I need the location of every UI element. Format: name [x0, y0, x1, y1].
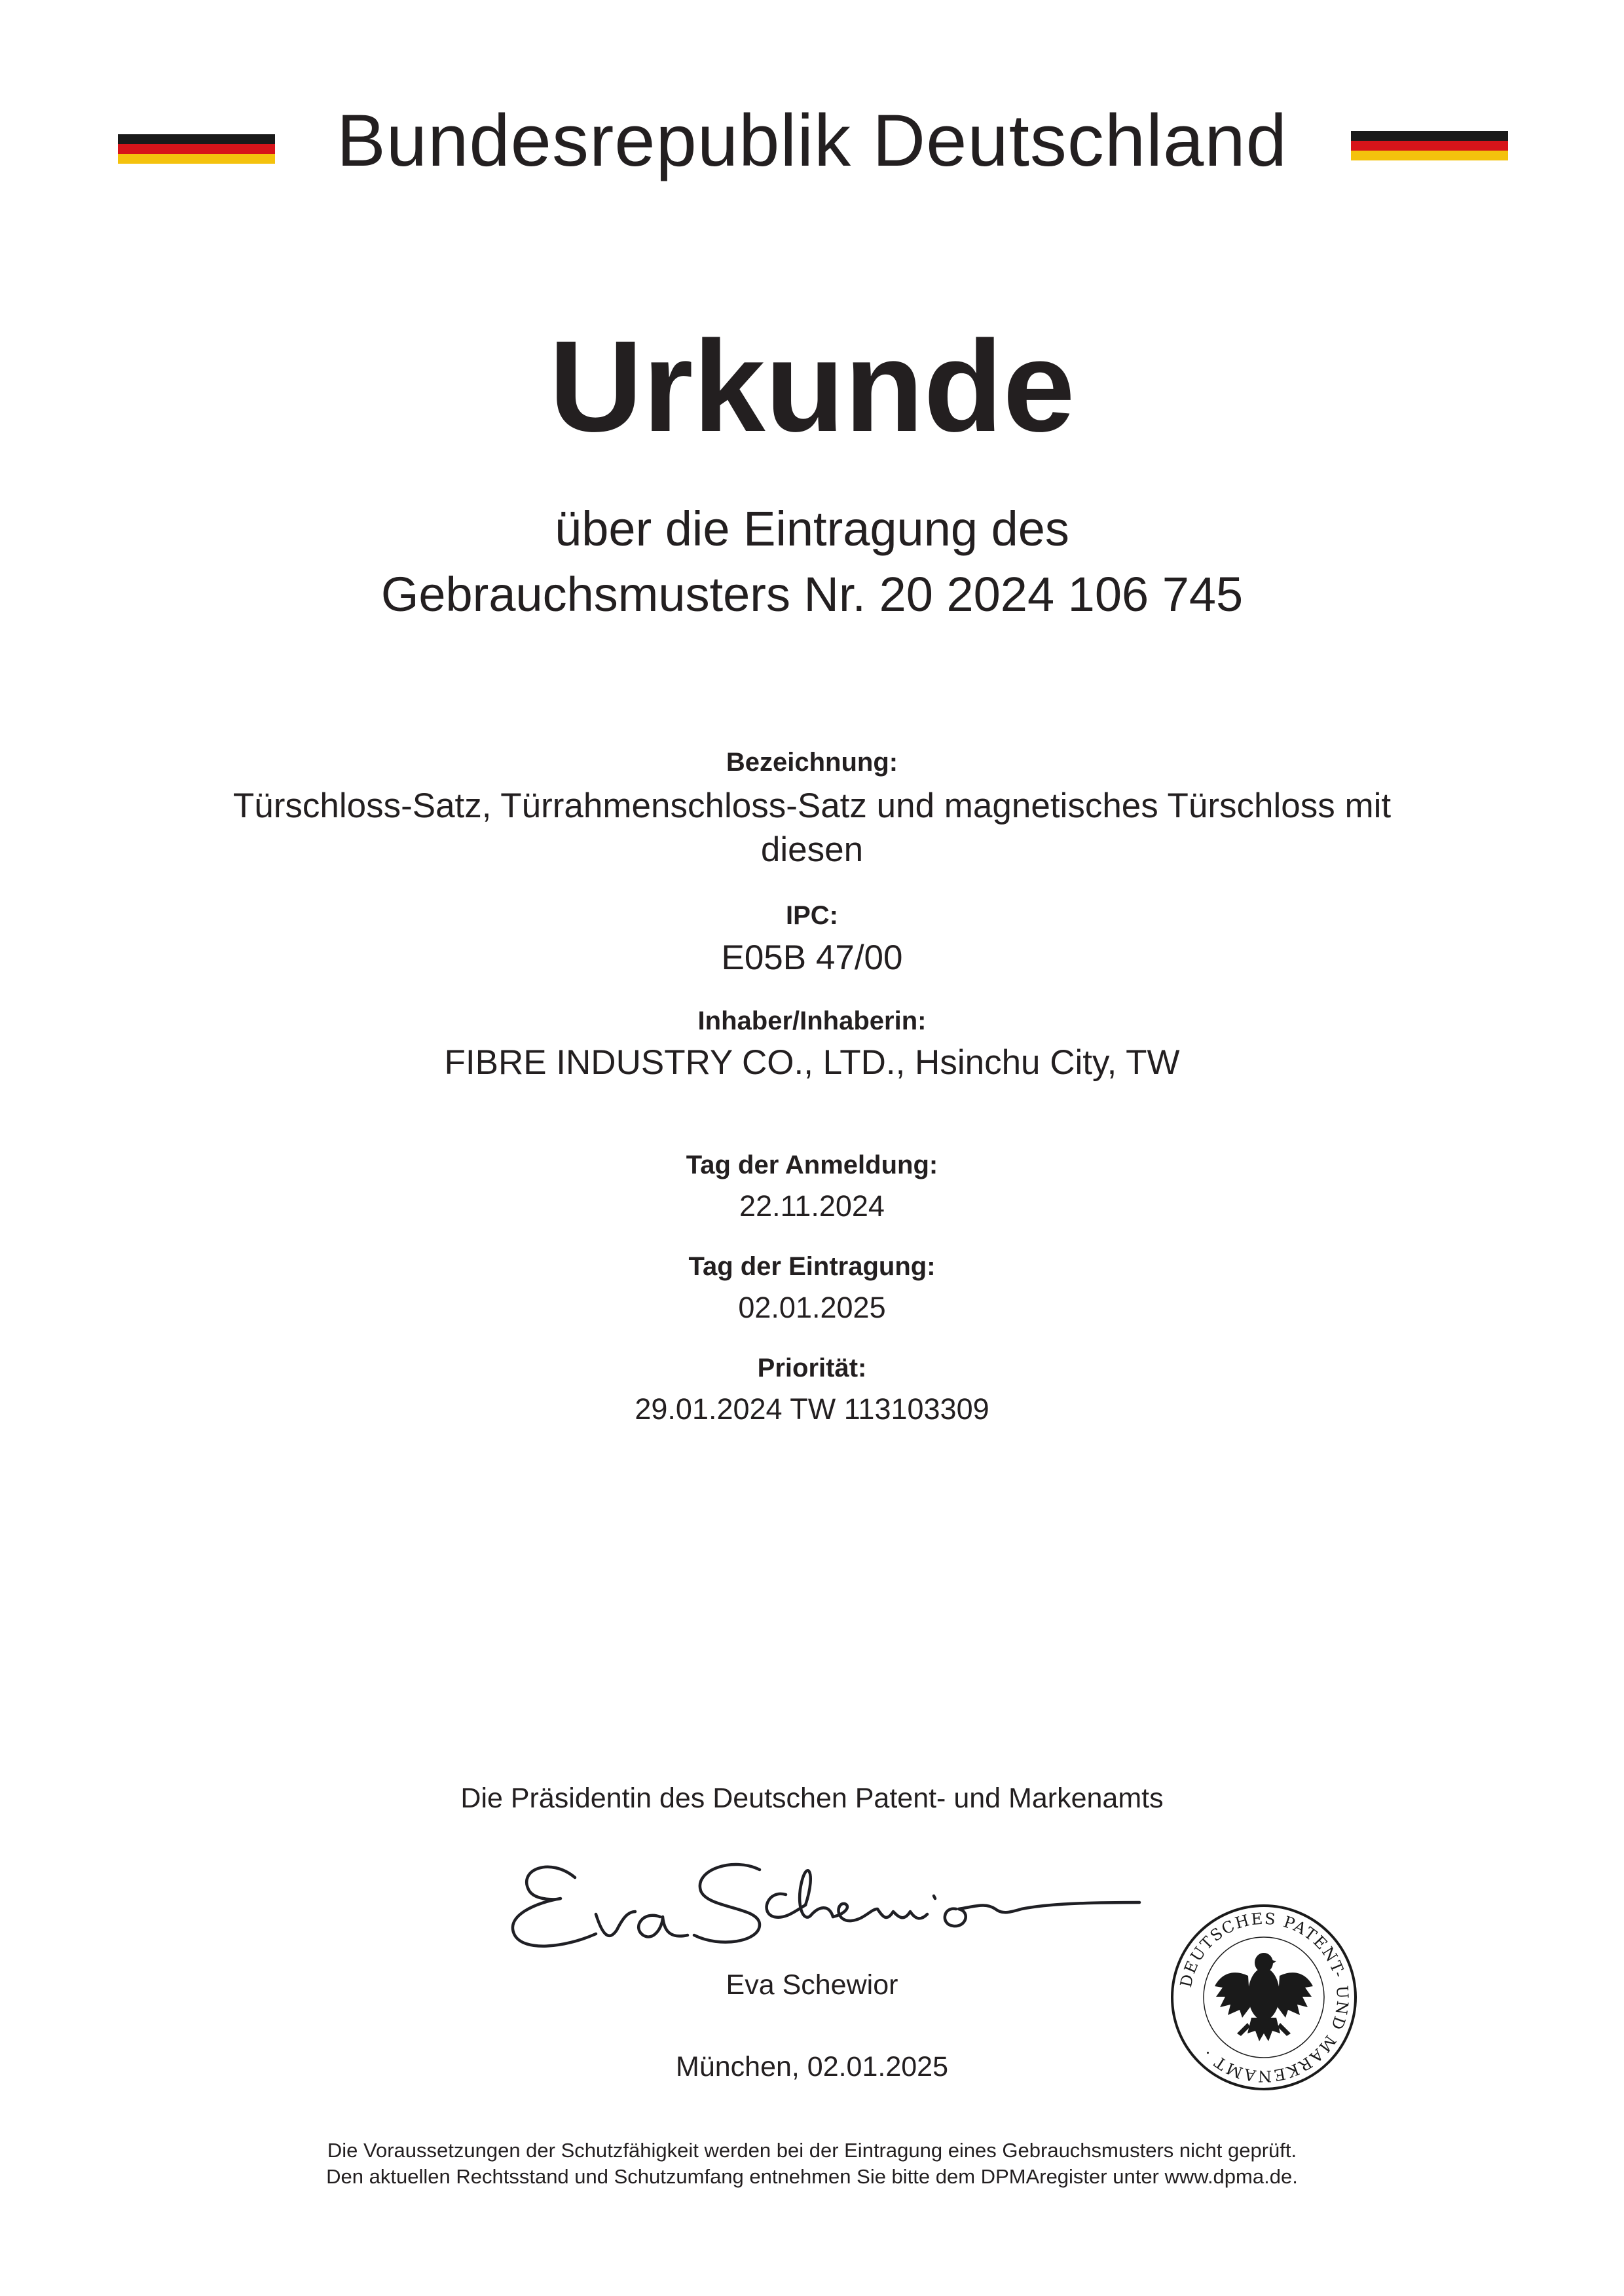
president-line: Die Präsidentin des Deutschen Patent- und Markenamts — [460, 1783, 1164, 1814]
ipc-value: E05B 47/00 — [721, 938, 903, 977]
priority-label: Priorität: — [757, 1354, 867, 1382]
filing-date-label: Tag der Anmeldung: — [686, 1151, 938, 1179]
signer-name: Eva Schewior — [726, 1969, 898, 2001]
registration-date-value: 02.01.2025 — [738, 1291, 886, 1324]
designation-value-line-1: Türschloss-Satz, Türrahmenschloss-Satz und magnetisches Türschloss mit — [232, 787, 1392, 825]
german-flag-left — [118, 134, 275, 164]
official-seal — [1169, 1902, 1359, 2092]
priority-value: 29.01.2024 TW 113103309 — [635, 1392, 989, 1426]
country-heading: Bundesrepublik Deutschland — [337, 100, 1287, 181]
footer-note-line-1: Die Voraussetzungen der Schutzfähigkeit werden bei der Eintragung eines Gebrauchsmusters nicht geprüft. — [327, 2139, 1297, 2162]
subtitle-line-1: über die Eintragung des — [555, 502, 1069, 556]
german-flag-right — [1351, 131, 1508, 160]
owner-label: Inhaber/Inhaberin: — [697, 1007, 927, 1035]
designation-label: Bezeichnung: — [726, 748, 898, 777]
filing-date-value: 22.11.2024 — [739, 1189, 885, 1223]
ipc-label: IPC: — [786, 901, 838, 930]
footer-note-line-2: Den aktuellen Rechtsstand und Schutzumfang entnehmen Sie bitte dem DPMAregister unter www.dpma.de. — [326, 2165, 1298, 2188]
document-title: Urkunde — [549, 314, 1075, 458]
place-and-date: München, 02.01.2025 — [676, 2051, 948, 2083]
owner-value: FIBRE INDUSTRY CO., LTD., Hsinchu City, TW — [444, 1043, 1180, 1082]
subtitle-line-2: Gebrauchsmusters Nr. 20 2024 106 745 — [380, 567, 1244, 621]
designation-value-line-2: diesen — [760, 830, 864, 869]
eagle-icon — [1215, 1953, 1313, 2041]
svg-text:DEUTSCHES PATENT- UND MARKENAM: DEUTSCHES PATENT- UND MARKENAMT · — [1176, 1909, 1352, 2086]
registration-date-label: Tag der Eintragung: — [688, 1252, 936, 1281]
handwritten-signature — [498, 1843, 1146, 1961]
